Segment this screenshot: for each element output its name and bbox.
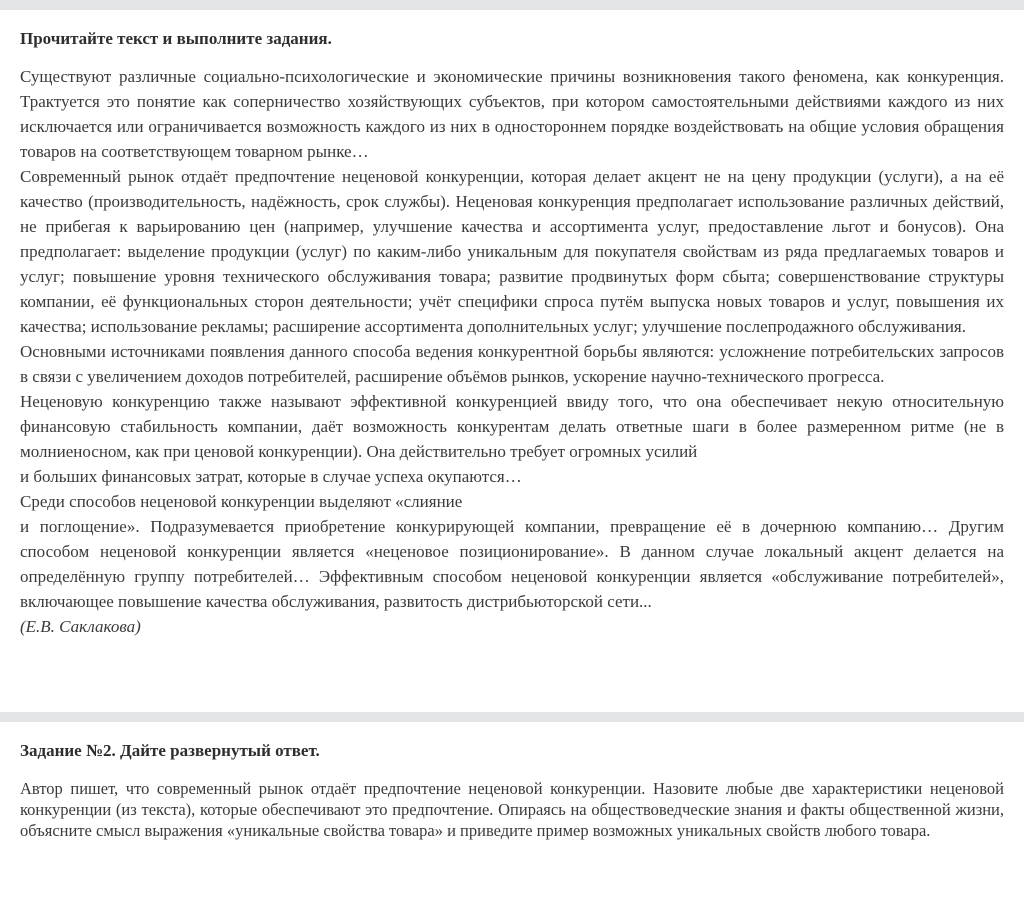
section-divider: [0, 712, 1024, 722]
paragraph-line: Неценовую конкуренцию также называют эффективной конкуренцией ввиду того, что она обеспечивает некую относительную финансовую стабильность компании, даёт возможность конкурентам делать ответные шаги в более размеренном ритме (не в молниеносном, как при ценовой конкуренции). Она действительно требует огромных усилий: [20, 392, 1004, 461]
task-section: [0, 722, 1024, 841]
top-divider: [0, 0, 1024, 10]
reading-text-section: [0, 10, 1024, 712]
paragraph-3: [20, 339, 1004, 389]
reading-heading: Прочитайте текст и выполните задания.: [20, 29, 332, 48]
paragraph-line: Среди способов неценовой конкуренции выделяют «слияние: [20, 492, 463, 511]
task-text: Автор пишет, что современный рынок отдаёт предпочтение неценовой конкуренции. Назовите любые две характеристики неценовой конкуренции (из текста), которые обеспечивают это предпочтение. Опираясь на обществоведческие знания и факты общественной жизни, объясните смысл выражения «уникальные свойства товара» и приведите пример возможных уникальных свойств любого товара.: [20, 779, 1004, 840]
reading-text: [20, 64, 1004, 639]
author-attribution: (Е.В. Саклакова): [20, 617, 141, 636]
task-heading: Задание №2. Дайте развернутый ответ.: [20, 741, 320, 760]
paragraph-line: Современный рынок отдаёт предпочтение неценовой конкуренции, которая делает акцент не на цену продукции (услуги), а на её качество (производительность, надёжность, срок службы). Неценовая конкуренция предполагает использование различных действий, не прибегая к варьированию цен (например, улучшение качества и ассортимента услуг, предоставление льгот и бонусов). Она предполагает: выделение продукции (услуг) по каким-либо уникальным для покупателя свойствам из ряда предлагаемых товаров и услуг; повышение уровня технического обслуживания товара; развитие продвинутых форм сбыта; совершенствование структуры компании, её функциональных сторон деятельности; учёт специфики спроса путём выпуска новых товаров и услуг, повышения их качества; использование рекламы; расширение ассортимента дополнительных услуг; улучшение послепродажного обслуживания.: [20, 167, 1004, 336]
paragraph-5: [20, 489, 1004, 614]
paragraph-line: Основными источниками появления данного способа ведения конкурентной борьбы являются: усложнение потребительских запросов в связи с увеличением доходов потребителей, расширение объёмов рынков, ускорение научно-технического прогресса.: [20, 342, 1004, 386]
paragraph-2: [20, 164, 1004, 339]
paragraph-4: [20, 389, 1004, 489]
paragraph-line: и больших финансовых затрат, которые в случае успеха окупаются…: [20, 467, 522, 486]
paragraph-line: и поглощение». Подразумевается приобретение конкурирующей компании, превращение её в дочернюю компанию… Другим способом неценовой конкуренции является «неценовое позиционирование». В данном случае локальный акцент делается на определённую группу потребителей… Эффективным способом неценовой конкуренции является «обслуживание потребителей», включающее повышение качества обслуживания, развитость дистрибьюторской сети...: [20, 517, 1004, 611]
paragraph-line: Существуют различные социально-психологические и экономические причины возникновения такого феномена, как конкуренция. Трактуется это понятие как соперничество хозяйствующих субъектов, при котором самостоятельными действиями каждого из них исключается или ограничивается возможность каждого из них в одностороннем порядке воздействовать на общие условия обращения товаров на соответствующем товарном рынке…: [20, 67, 1004, 161]
paragraph-1: [20, 64, 1004, 164]
